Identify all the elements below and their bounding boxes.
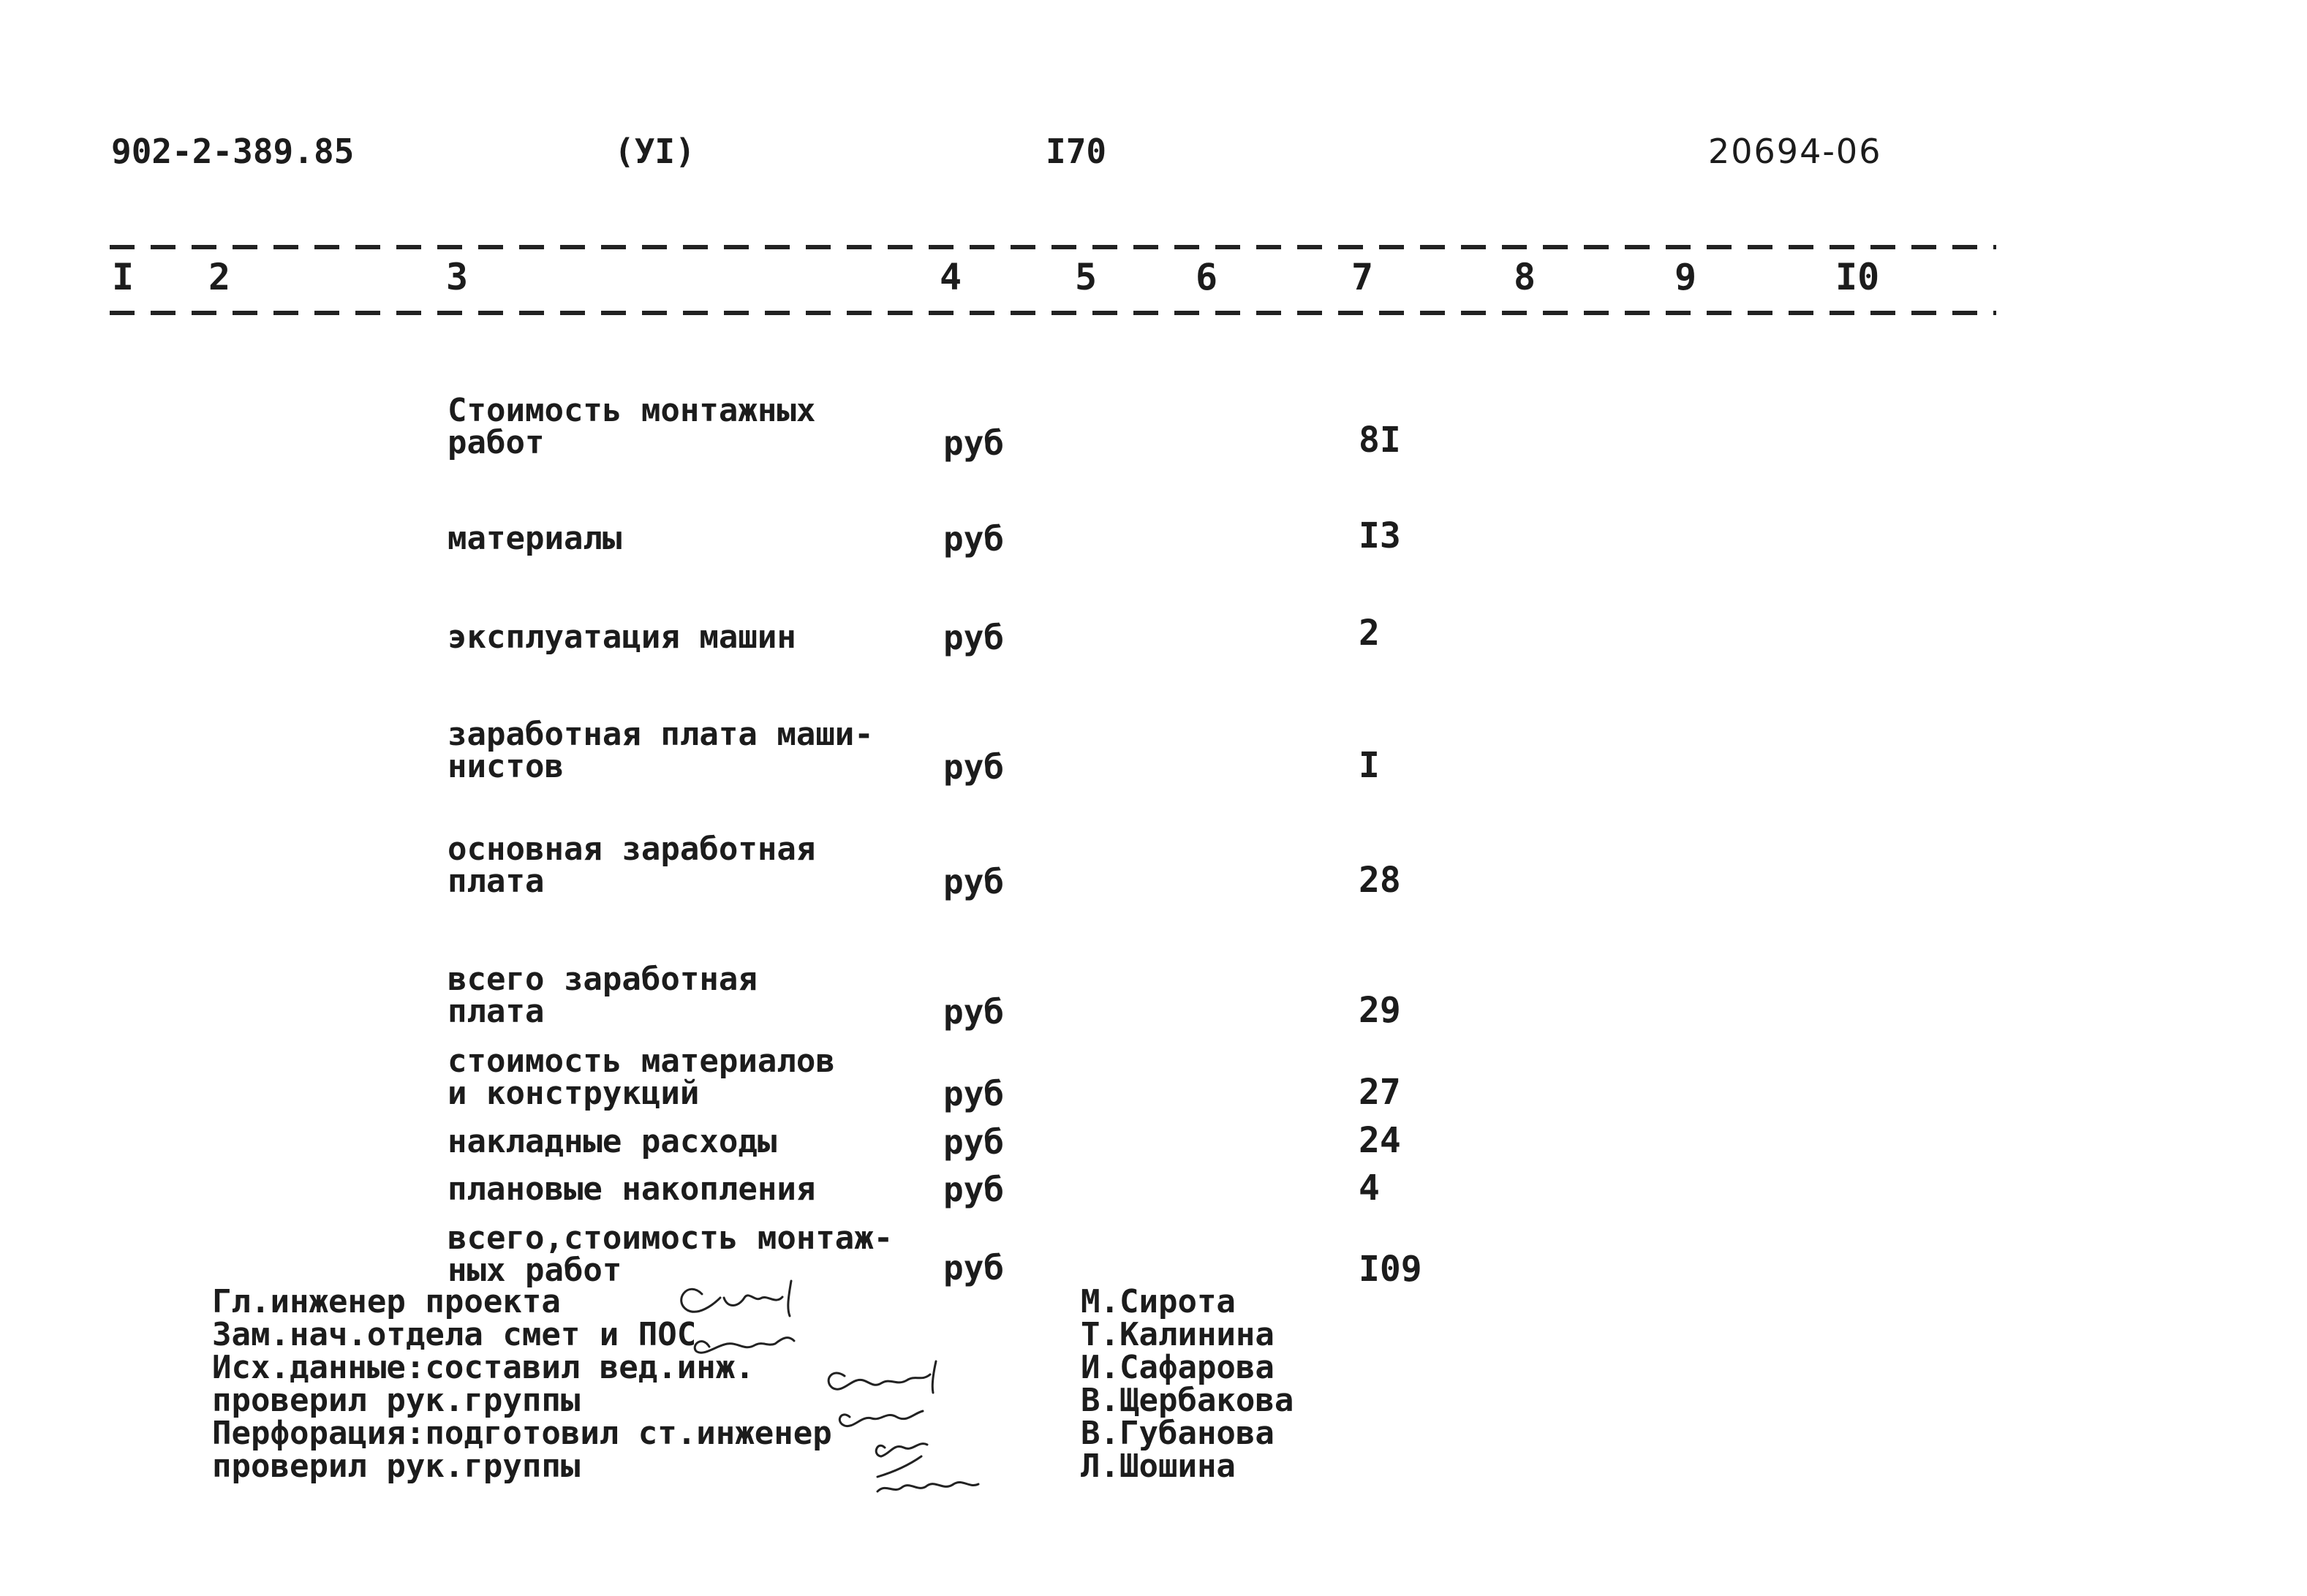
column-number-8: 8: [1514, 256, 1536, 298]
row-description: всего,стоимость монтаж- ных работ: [448, 1219, 894, 1289]
row-unit: руб: [943, 1122, 1005, 1162]
row-value: 4: [1359, 1168, 1380, 1209]
row-description: заработная плата маши- нистов: [448, 716, 874, 785]
signature-title: проверил рук.группы: [212, 1382, 581, 1419]
signature-title: проверил рук.группы: [212, 1448, 581, 1485]
column-number-3: 3: [446, 256, 469, 298]
signature-title: Исх.данные:составил вед.инж.: [212, 1349, 755, 1386]
row-description: накладные расходы: [448, 1123, 777, 1160]
row-value: 8I: [1359, 420, 1401, 461]
row-description: стоимость материалов и конструкций: [448, 1043, 835, 1112]
column-number-1: I: [112, 256, 135, 298]
handwritten-signatures: [658, 1265, 1068, 1506]
signature-name: Т.Калинина: [1081, 1316, 1275, 1353]
row-description: Стоимость монтажных работ: [448, 392, 816, 461]
row-description: основная заработная плата: [448, 831, 816, 900]
column-number-10: I0: [1835, 256, 1880, 298]
column-number-9: 9: [1674, 256, 1697, 298]
row-unit: руб: [943, 519, 1005, 559]
column-number-4: 4: [940, 256, 962, 298]
doc-number: 20694-06: [1708, 132, 1882, 171]
column-header-bottom-rule: [110, 311, 1996, 315]
row-value: 24: [1359, 1120, 1401, 1161]
row-value: 29: [1359, 990, 1401, 1031]
row-description: материалы: [448, 520, 622, 557]
row-value: 2: [1359, 613, 1380, 654]
signature-title: Перфорация:подготовил ст.инженер: [212, 1415, 832, 1452]
page-number: I70: [1046, 132, 1107, 171]
signature-name: Л.Шошина: [1081, 1448, 1236, 1485]
row-unit: руб: [943, 1248, 1005, 1287]
row-value: I09: [1359, 1249, 1422, 1290]
row-value: 27: [1359, 1072, 1401, 1113]
signature-name: В.Губанова: [1081, 1415, 1275, 1452]
row-description: всего заработная плата: [448, 961, 758, 1030]
row-description: плановые накопления: [448, 1170, 816, 1208]
row-value: I3: [1359, 515, 1401, 556]
row-unit: руб: [943, 423, 1005, 463]
row-value: 28: [1359, 860, 1401, 901]
row-unit: руб: [943, 1074, 1005, 1113]
row-unit: руб: [943, 1170, 1005, 1209]
column-number-5: 5: [1075, 256, 1098, 298]
signature-name: И.Сафарова: [1081, 1349, 1275, 1386]
column-number-2: 2: [208, 256, 231, 298]
column-number-7: 7: [1351, 256, 1374, 298]
row-unit: руб: [943, 747, 1005, 787]
column-number-6: 6: [1196, 256, 1218, 298]
signature-name: В.Щербакова: [1081, 1382, 1294, 1419]
row-description: эксплуатация машин: [448, 619, 796, 656]
section-number: (УI): [614, 132, 695, 171]
row-unit: руб: [943, 618, 1005, 657]
row-unit: руб: [943, 862, 1005, 901]
row-value: I: [1359, 745, 1380, 786]
row-unit: руб: [943, 992, 1005, 1032]
signature-name: М.Сирота: [1081, 1283, 1236, 1320]
column-header-top-rule: [110, 245, 1996, 249]
document-code: 902-2-389.85: [111, 132, 355, 171]
signature-title: Зам.нач.отдела смет и ПОС: [212, 1316, 697, 1353]
signature-title: Гл.инженер проекта: [212, 1283, 561, 1320]
